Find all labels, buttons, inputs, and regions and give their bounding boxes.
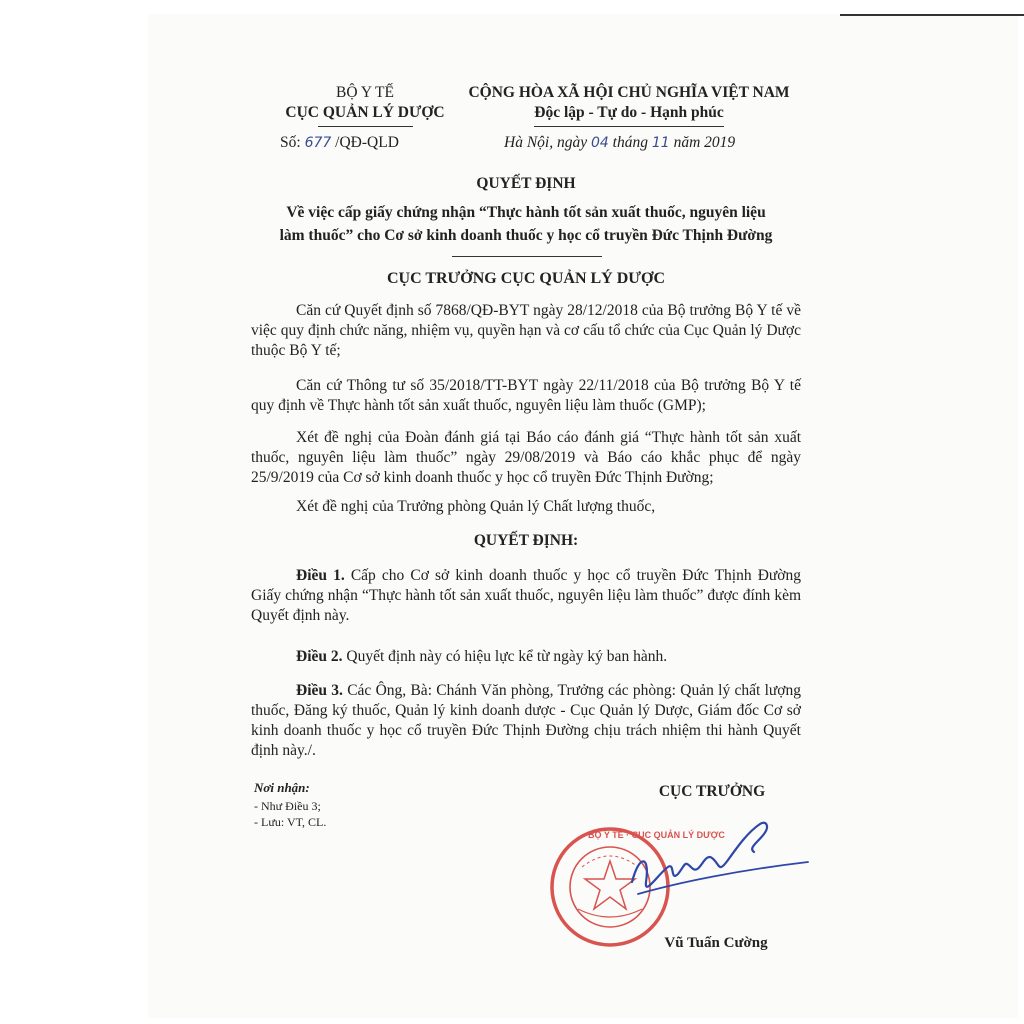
signer-title: CỤC TRƯỞNG: [658, 783, 766, 800]
recipient-item-2: - Lưu: VT, CL.: [254, 815, 327, 829]
subject-line-1: Về việc cấp giấy chứng nhận “Thực hành tốt sản xuất thuốc, nguyên liệu: [286, 204, 766, 221]
date-prefix: Hà Nội, ngày: [504, 134, 588, 151]
document-title: QUYẾT ĐỊNH: [476, 175, 576, 192]
title-separator: [452, 256, 602, 257]
so-number-handwritten: 677: [304, 135, 332, 151]
signer-name: Vũ Tuấn Cường: [664, 935, 768, 951]
date-month-handwritten: 11: [651, 135, 670, 151]
issuing-authority: CỤC TRƯỞNG CỤC QUẢN LÝ DƯỢC: [386, 270, 666, 287]
article-3-text: Các Ông, Bà: Chánh Văn phòng, Trưởng các phòng: Quản lý chất lượng thuốc, Đăng ký thuốc, Quản lý kinh doanh dược - Cục Quản lý Dược, Giám đốc Cơ sở kinh doanh thuốc y học cổ truyền Đức Thịnh Đường chịu trách nhiệm thi hành Quyết định này./.: [251, 682, 802, 759]
subject-line-2: làm thuốc” cho Cơ sở kinh doanh thuốc y học cổ truyền Đức Thịnh Đường: [279, 227, 773, 244]
date-year: năm 2019: [673, 134, 736, 151]
date-day-handwritten: 04: [590, 135, 609, 151]
handwritten-signature-icon: [620, 812, 820, 912]
so-suffix: /QĐ-QLD: [335, 134, 399, 151]
basis-paragraph-1: Căn cứ Quyết định số 7868/QĐ-BYT ngày 28/12/2018 của Bộ trưởng Bộ Y tế về việc quy định chức năng, nhiệm vụ, quyền hạn và cơ cấu tổ chức của Cục Quản lý Dược thuộc Bộ Y tế;: [251, 302, 801, 359]
basis-paragraph-3: Xét đề nghị của Đoàn đánh giá tại Báo cáo đánh giá “Thực hành tốt sản xuất thuốc, nguyên liệu làm thuốc” ngày 29/08/2019 và Báo cáo khắc phục để ngày 25/9/2019 của Cơ sở kinh doanh thuốc y học cổ truyền Đức Thịnh Đường;: [251, 429, 801, 486]
article-2: [251, 647, 801, 667]
scan-edge-line: [840, 14, 1024, 16]
article-2-label: Điều 2.: [296, 648, 343, 665]
basis-paragraph-4: Xét đề nghị của Trưởng phòng Quản lý Chất lượng thuốc,: [296, 498, 656, 515]
so-label: Số:: [280, 134, 301, 151]
article-3-label: Điều 3.: [296, 682, 343, 699]
article-1-label: Điều 1.: [296, 567, 345, 584]
header-left-underline: [318, 126, 413, 127]
recipient-item-1: - Như Điều 3;: [254, 799, 321, 813]
article-1-text: Cấp cho Cơ sở kinh doanh thuốc y học cổ truyền Đức Thịnh Đường Giấy chứng nhận “Thực hành tốt sản xuất thuốc, nguyên liệu làm thuốc” được đính kèm Quyết định này.: [251, 567, 802, 624]
date-month-label: tháng: [612, 134, 648, 151]
basis-paragraph-2: Căn cứ Thông tư số 35/2018/TT-BYT ngày 22/11/2018 của Bộ trưởng Bộ Y tế quy định về Thực hành tốt sản xuất thuốc, nguyên liệu làm thuốc (GMP);: [251, 377, 801, 414]
ministry-name: BỘ Y TẾ: [336, 84, 394, 101]
recipients-label: Nơi nhận:: [254, 780, 310, 795]
header-right-underline: [534, 126, 724, 127]
decision-heading: QUYẾT ĐỊNH:: [473, 532, 579, 549]
article-3: [251, 681, 801, 761]
stamp-text: BỘ Y TẾ · CỤC QUẢN LÝ DƯỢC: [588, 830, 725, 840]
national-motto: Độc lập - Tự do - Hạnh phúc: [534, 104, 724, 121]
issue-date: [504, 134, 735, 152]
document-number: [280, 134, 399, 152]
article-1: [251, 566, 801, 626]
department-name: CỤC QUẢN LÝ DƯỢC: [285, 104, 445, 121]
country-name: CỘNG HÒA XÃ HỘI CHỦ NGHĨA VIỆT NAM: [468, 84, 790, 101]
article-2-text: Quyết định này có hiệu lực kể từ ngày ký ban hành.: [346, 648, 668, 665]
